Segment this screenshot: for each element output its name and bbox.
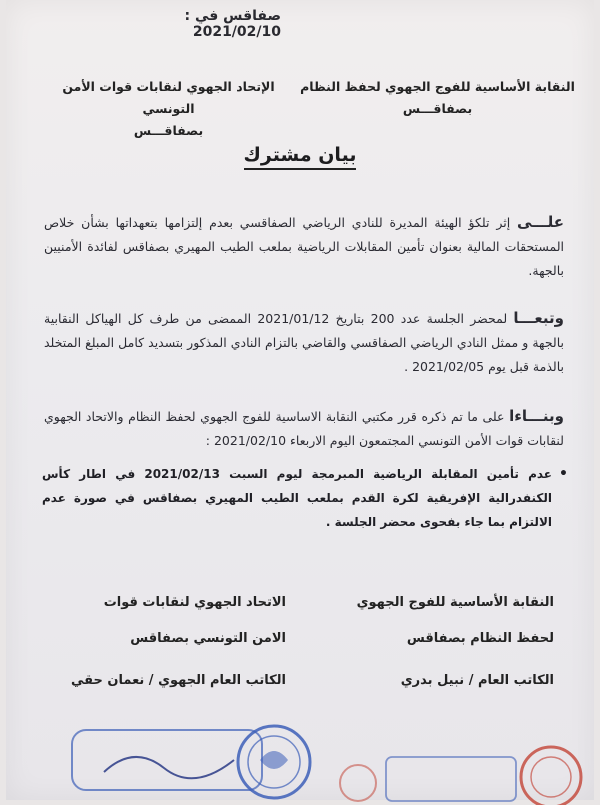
signature-right-line3: الكاتب العام / نبيل بدري	[400, 673, 554, 688]
decision-text: عدم تأمين المقابلة الرياضية المبرمجة ليوم السبت 2021/02/13 في اطار كأس الكنفدرالية الإفريقية لكرة القدم بملعب الطيب المهيري بصفاقس في صورة عدم الالتزام بما جاء بفحوى محضر الجلسة .	[42, 467, 553, 529]
paragraph-3	[44, 404, 564, 453]
paragraph-3-text: على ما تم ذكره قرر مكتبي النقابة الاساسية للفوج الجهوي لحفظ النظام والاتحاد الجهوي لنقابات قوات الأمن التونسي المجتمعون اليوم الاربعاء 2021/02/10 :	[44, 409, 564, 448]
paragraph-1-text: إثر تلكؤ الهيئة المديرة للنادي الرياضي الصفاقسي بعدم إلتزامها بتعهداتها بشأن خلاص المستحقات المالية بعنوان تأمين المقابلات الرياضية بملعب الطيب المهيري بصفاقس لفائدة الأمنيين بالجهة.	[44, 215, 564, 278]
header-right-line1: النقابة الأساسية للفوج الجهوي لحفظ النظام	[300, 79, 575, 94]
signature-right-line1: النقابة الأساسية للفوج الجهوي	[356, 595, 554, 610]
signature-right-line2: لحفظ النظام بصفاقس	[406, 631, 554, 646]
stamp-left-blue	[64, 712, 324, 802]
signature-left-line1: الاتحاد الجهوي لنقابات قوات	[103, 595, 286, 610]
paragraph-2-lead: وتبعـــا	[513, 309, 564, 327]
header-union-right	[295, 76, 580, 120]
document-title: بيان مشترك	[244, 144, 357, 170]
document-page	[6, 0, 594, 800]
header-left-line2: بصفاقـــس	[133, 123, 204, 138]
header-union-left	[36, 76, 301, 142]
stamp-right-red	[336, 735, 586, 805]
paragraph-2-text: لمحضر الجلسة عدد 200 بتاريخ 2021/01/12 الممضى من طرف كل الهياكل النقابية بالجهة و ممثل النادي الرياضي الصفاقسي والقاضي بالتزام النادي المذكور بتسديد كامل المبلغ المتخلد بالذمة قبل يوم 2021/02/05 .	[44, 311, 564, 374]
document-title-wrap	[6, 144, 594, 166]
paragraph-3-lead: وبنـــاءا	[509, 407, 564, 425]
bullet-marker: •	[559, 466, 568, 482]
decision-bullet	[42, 462, 568, 534]
header-left-line1: الإتحاد الجهوي لنقابات قوات الأمن التونسي	[62, 79, 275, 116]
paragraph-1	[44, 210, 564, 283]
paragraph-1-lead: علـــى	[517, 213, 564, 231]
document-date: صفاقس في : 2021/02/10	[184, 8, 281, 40]
header-right-line2: بصفاقـــس	[402, 101, 473, 116]
paragraph-2	[44, 306, 564, 379]
signature-left-line2: الامن التونسي بصفاقس	[130, 631, 286, 646]
signature-left-line3: الكاتب العام الجهوي / نعمان حقي	[70, 673, 286, 688]
